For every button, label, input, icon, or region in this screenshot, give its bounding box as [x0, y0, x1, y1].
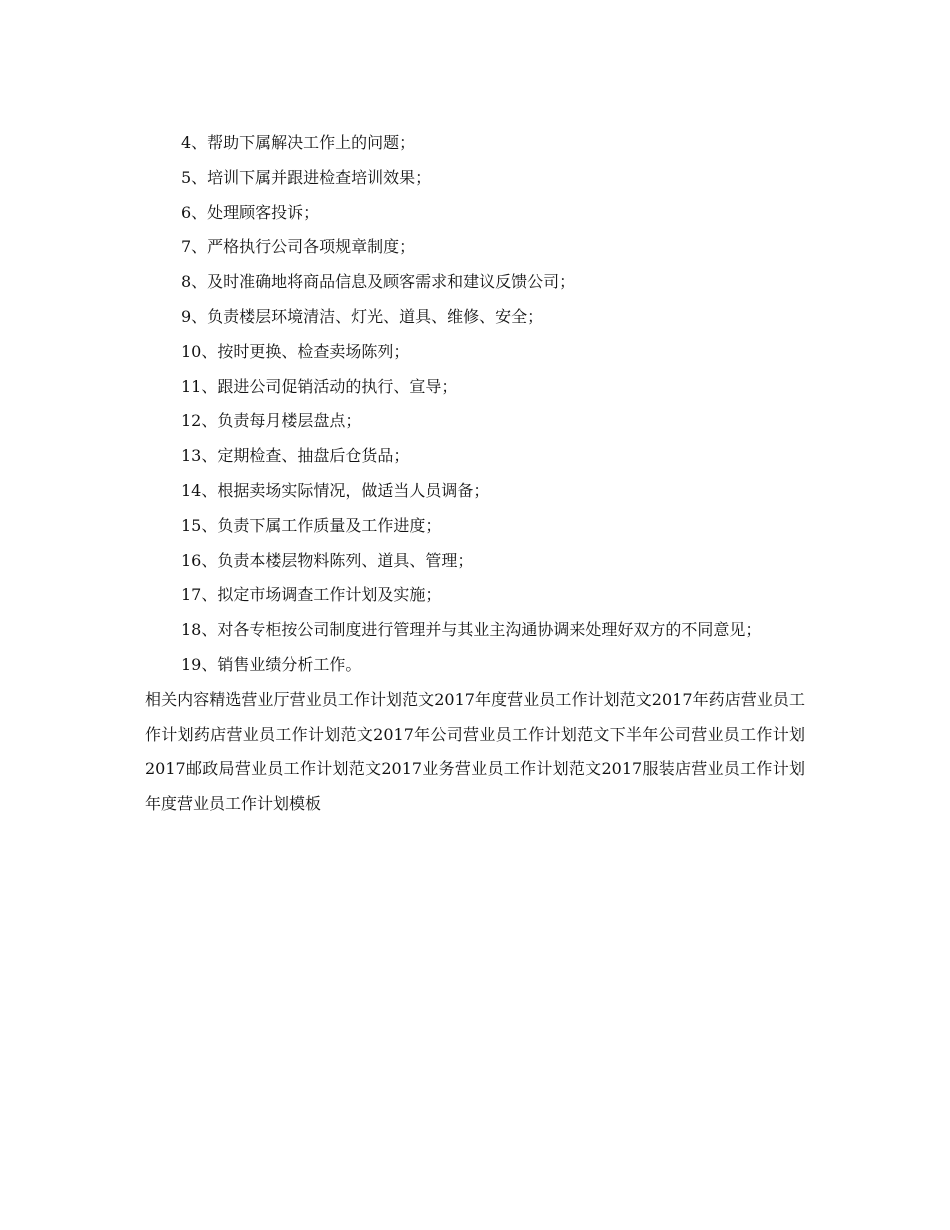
- list-item: 9、负责楼层环境清洁、灯光、道具、维修、安全；: [181, 306, 544, 326]
- document-body: [145, 126, 805, 822]
- list-item: 16、负责本楼层物料陈列、道具、管理；: [181, 550, 474, 570]
- list-item: 13、定期检查、抽盘后仓货品；: [181, 446, 410, 466]
- list-item: 15、负责下属工作质量及工作进度；: [181, 515, 442, 535]
- related-content: 相关内容精选营业厅营业员工作计划范文2017年度营业员工作计划范文2017年药店营业员工作计划药店营业员工作计划范文2017年公司营业员工作计划范文下半年公司营业员工作计划2017邮政局营业员工作计划范文2017业务营业员工作计划范文2017服装店营业员工作计划年度营业员工作计划模板: [145, 689, 805, 814]
- list-item: 19、销售业绩分析工作。: [181, 654, 362, 674]
- list-item: 8、及时准确地将商品信息及顾客需求和建议反馈公司；: [181, 272, 576, 292]
- list-item: 10、按时更换、检查卖场陈列；: [181, 341, 410, 361]
- list-item: 7、严格执行公司各项规章制度；: [181, 237, 416, 257]
- list-item: 5、培训下属并跟进检查培训效果；: [181, 167, 432, 187]
- list-item: 17、拟定市场调查工作计划及实施；: [181, 585, 442, 605]
- list-item: 18、对各专柜按公司制度进行管理并与其业主沟通协调来处理好双方的不同意见；: [181, 620, 762, 640]
- list-item: 6、处理顾客投诉；: [181, 202, 320, 222]
- list-item: 4、帮助下属解决工作上的问题；: [181, 133, 416, 152]
- list-item: 11、跟进公司促销活动的执行、宣导；: [181, 376, 458, 396]
- list-item: 12、负责每月楼层盘点；: [181, 411, 362, 431]
- list-item: 14、根据卖场实际情况，做适当人员调备；: [181, 480, 490, 500]
